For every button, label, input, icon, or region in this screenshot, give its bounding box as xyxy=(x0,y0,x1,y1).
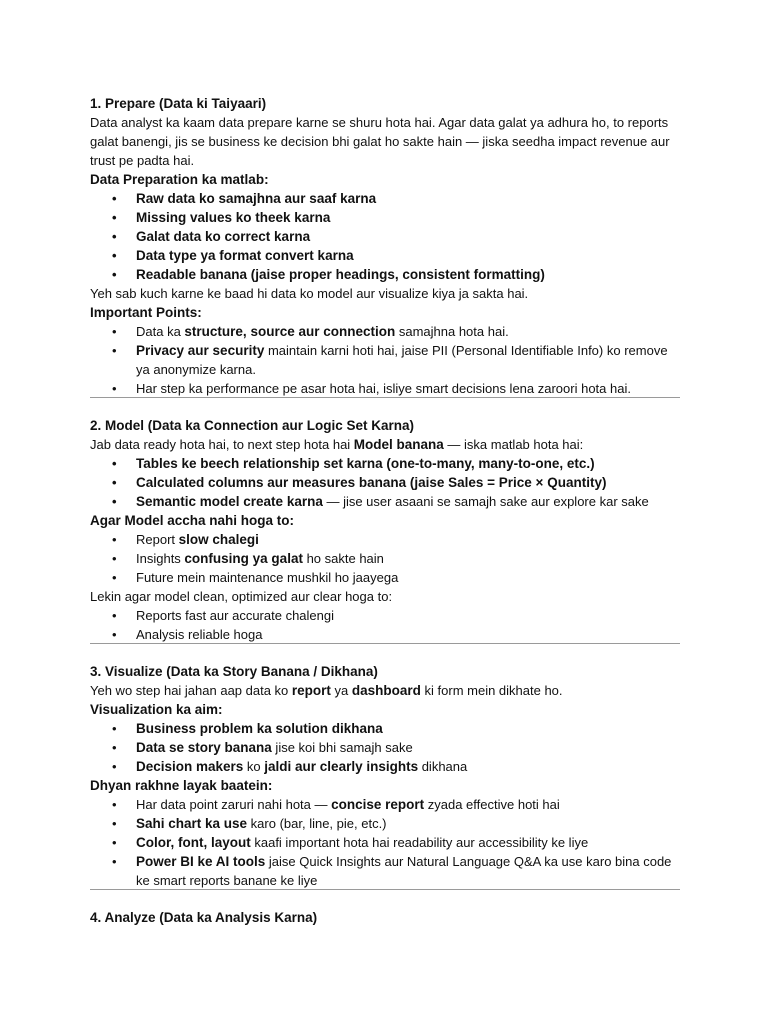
emphasis: structure, source aur connection xyxy=(184,324,396,339)
divider xyxy=(90,397,680,398)
list-item: • Galat data ko correct karna xyxy=(90,227,680,246)
section-title: 4. Analyze (Data ka Analysis Karna) xyxy=(90,910,318,925)
paragraph: Yeh sab kuch karne ke baad hi data ko model aur visualize kiya ja sakta hai. xyxy=(90,286,529,301)
subheading: Data Preparation ka matlab: xyxy=(90,172,269,187)
text: — iska matlab hota hai: xyxy=(443,437,584,452)
text: Report xyxy=(136,532,179,547)
list-item: • Har step ka performance pe asar hota hai, isliye smart decisions lena zaroori hota hai. xyxy=(90,379,680,398)
emphasis: report xyxy=(291,683,331,698)
emphasis: confusing ya galat xyxy=(184,551,303,566)
emphasis: concise report xyxy=(331,797,425,812)
section-visualize xyxy=(90,662,680,890)
list-item: • Data type ya format convert karna xyxy=(90,246,680,265)
emphasis: Model banana xyxy=(353,437,444,452)
text: jise koi bhi samajh sake xyxy=(271,740,413,755)
text: karo (bar, line, pie, etc.) xyxy=(247,816,387,831)
paragraph: Lekin agar model clean, optimized aur clear hoga to: xyxy=(90,589,393,604)
list-item: • Raw data ko samajhna aur saaf karna xyxy=(90,189,680,208)
list-item xyxy=(90,549,680,568)
text: Yeh wo step hai jahan aap data ko xyxy=(90,683,292,698)
text: — jise user asaani se samajh sake aur explore kar sake xyxy=(322,494,649,509)
emphasis: Color, font, layout xyxy=(136,835,251,850)
list-item xyxy=(90,341,680,379)
text: ko xyxy=(243,759,265,774)
emphasis: Business problem ka solution dikhana xyxy=(136,721,383,736)
emphasis: Data se story banana xyxy=(136,740,272,755)
text: Har data point zaruri nahi hota — xyxy=(136,797,332,812)
text: zyada effective hoti hai xyxy=(424,797,560,812)
list-item xyxy=(90,833,680,852)
emphasis: jaldi aur clearly insights xyxy=(264,759,419,774)
emphasis: dashboard xyxy=(351,683,421,698)
divider xyxy=(90,643,680,644)
list-item xyxy=(90,814,680,833)
list-item xyxy=(90,795,680,814)
text: Data ka xyxy=(136,324,185,339)
section-intro: Data analyst ka kaam data prepare karne se shuru hota hai. Agar data galat ya adhura ho, to reports galat banengi, jis se business ke decision bhi galat ho sakte hain — jiska seedha impact revenue aur trust pe padta hai. xyxy=(90,115,670,168)
subheading: Important Points: xyxy=(90,305,202,320)
text: ya xyxy=(330,683,352,698)
list-item xyxy=(90,852,680,890)
subheading: Agar Model accha nahi hoga to: xyxy=(90,513,295,528)
subheading: Visualization ka aim: xyxy=(90,702,223,717)
section-model xyxy=(90,416,680,644)
text: ki form mein dikhate ho. xyxy=(420,683,563,698)
list-item: • Future mein maintenance mushkil ho jaayega xyxy=(90,568,680,587)
bullet-list xyxy=(90,606,680,644)
text: jaise Quick Insights aur Natural Language Q&A ka use karo bina code ke smart reports banane ke liye xyxy=(136,854,672,888)
list-item: • Calculated columns aur measures banana (jaise Sales = Price × Quantity) xyxy=(90,473,680,492)
subheading: Dhyan rakhne layak baatein: xyxy=(90,778,273,793)
text: Insights xyxy=(136,551,185,566)
divider xyxy=(90,889,680,890)
section-analyze xyxy=(90,908,680,927)
emphasis: Privacy aur security xyxy=(136,343,265,358)
list-item xyxy=(90,492,680,511)
section-title: 3. Visualize (Data ka Story Banana / Dikhana) xyxy=(90,664,378,679)
section-intro xyxy=(90,435,680,454)
list-item: • Missing values ko theek karna xyxy=(90,208,680,227)
bullet-list xyxy=(90,795,680,890)
list-item xyxy=(90,738,680,757)
bullet-list xyxy=(90,719,680,776)
emphasis: Power BI ke AI tools xyxy=(136,854,266,869)
bullet-list xyxy=(90,454,680,511)
list-item: • Reports fast aur accurate chalengi xyxy=(90,606,680,625)
list-item: • Readable banana (jaise proper headings, consistent formatting) xyxy=(90,265,680,284)
section-title: 1. Prepare (Data ki Taiyaari) xyxy=(90,96,267,111)
bullet-list xyxy=(90,530,680,587)
emphasis: Sahi chart ka use xyxy=(136,816,248,831)
section-prepare xyxy=(90,94,680,398)
text: samajhna hota hai. xyxy=(395,324,509,339)
text: dikhana xyxy=(418,759,468,774)
emphasis: Semantic model create karna xyxy=(136,494,323,509)
section-intro xyxy=(90,681,680,700)
bullet-list xyxy=(90,189,680,284)
list-item: • Analysis reliable hoga xyxy=(90,625,680,644)
text: maintain karni hoti hai, jaise PII (Personal Identifiable Info) ko remove ya anonymize karna. xyxy=(136,343,668,377)
bullet-list xyxy=(90,322,680,398)
text: ho sakte hain xyxy=(302,551,384,566)
section-title: 2. Model (Data ka Connection aur Logic Set Karna) xyxy=(90,418,415,433)
list-item xyxy=(90,322,680,341)
emphasis: Decision makers xyxy=(136,759,244,774)
list-item xyxy=(90,757,680,776)
text: Jab data ready hota hai, to next step hota hai xyxy=(90,437,354,452)
list-item: • Tables ke beech relationship set karna (one-to-many, many-to-one, etc.) xyxy=(90,454,680,473)
list-item xyxy=(90,719,680,738)
list-item xyxy=(90,530,680,549)
text: kaafi important hota hai readability aur accessibility ke liye xyxy=(250,835,589,850)
emphasis: slow chalegi xyxy=(178,532,259,547)
